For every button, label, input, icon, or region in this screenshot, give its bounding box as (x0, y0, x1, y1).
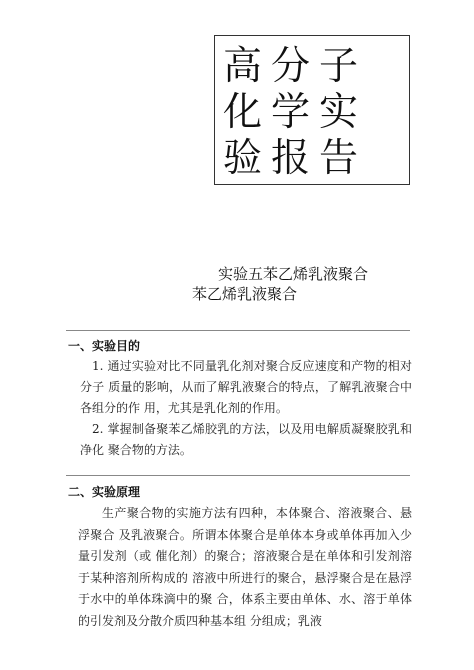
section-heading-purpose: 一、实验目的 (68, 339, 141, 353)
report-title: 高分子化学实验报告 (223, 44, 368, 181)
principle-paragraph: 生产聚合物的实施方法有四种，本体聚合、溶液聚合、悬浮聚合 及乳液聚合。所谓本体聚合是单体本身或单体再加入少量引发剂（或 催化剂）的聚合；溶液聚合是在单体和引发剂溶于某种溶剂所构成的 溶液中所进行的聚合，悬浮聚合是在悬浮于水中的单体珠滴中的聚 合，体系主要由单体、水、溶于单体的引发剂及分散介质四种基本组 分组成；乳液 (78, 506, 412, 628)
experiment-subtitle: 苯乙烯乳液聚合 (192, 285, 298, 303)
section-divider (66, 330, 410, 331)
purpose-item-2: 2. 掌握制备聚苯乙烯胶乳的方法，以及用电解质凝聚胶乳和净化 聚合物的方法。 (80, 422, 412, 457)
section-divider (66, 475, 410, 476)
experiment-title: 实验五苯乙烯乳液聚合 (218, 265, 369, 283)
section-heading-principle: 二、实验原理 (68, 485, 141, 499)
report-title-box (214, 35, 410, 185)
purpose-item-1: 1. 通过实验对比不同量乳化剂对聚合反应速度和产物的相对分子 质量的影响，从而了解乳液聚合的特点，了解乳液聚合中各组分的作 用，尤其是乳化剂的作用。 (80, 359, 412, 415)
